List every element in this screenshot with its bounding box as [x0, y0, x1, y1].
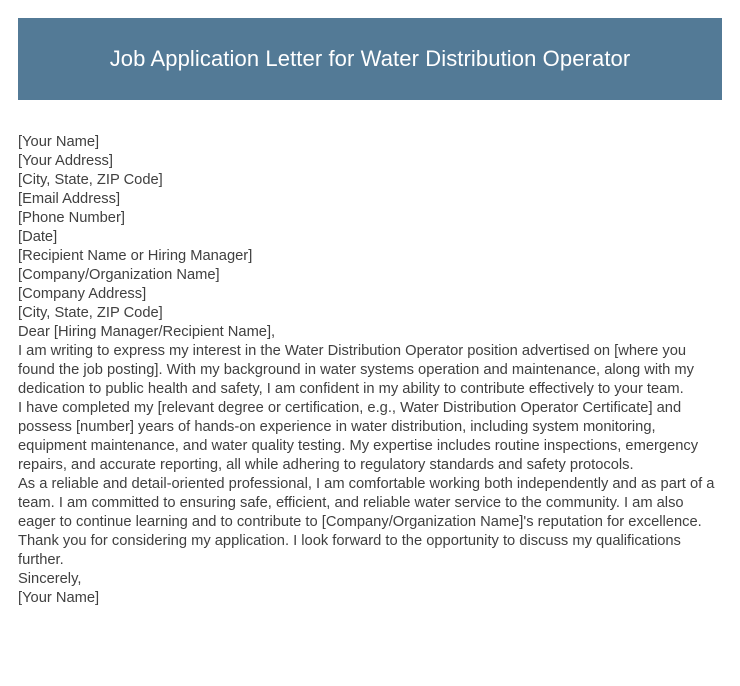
recipient-address-line: [Company Address]: [18, 286, 147, 302]
body-paragraph-2: I have completed my [relevant degree or certification, e.g., Water Distribution Operator Certificate] and possess [number] years of hands-on experience in water distribution, including system monitoring, equipment maintenance, and water quality testing. My expertise includes routine inspections, emergency repairs, and accurate reporting, all while adhering to regulatory standards and safety protocols.: [18, 400, 699, 473]
sender-email-line: [Email Address]: [18, 191, 121, 207]
recipient-city-state-zip-line: [City, State, ZIP Code]: [18, 305, 163, 321]
letter-body: [18, 133, 722, 608]
sender-address-line: [Your Address]: [18, 153, 113, 169]
body-paragraph-1: I am writing to express my interest in the Water Distribution Operator position advertised on [where you found the job posting]. With my background in water systems operation and maintenance, along with my dedication to public health and safety, I am confident in my ability to contribute effectively to your team.: [18, 343, 694, 397]
sender-name-line: [Your Name]: [18, 134, 100, 150]
sender-phone-line: [Phone Number]: [18, 210, 125, 226]
sender-city-state-zip-line: [City, State, ZIP Code]: [18, 172, 163, 188]
body-paragraph-4: Thank you for considering my application. I look forward to the opportunity to discuss my qualifications further.: [18, 533, 681, 568]
salutation-line: Dear [Hiring Manager/Recipient Name],: [18, 324, 276, 340]
closing-line: Sincerely,: [18, 571, 82, 587]
page-title: Job Application Letter for Water Distribution Operator: [109, 45, 631, 71]
date-line: [Date]: [18, 229, 58, 245]
recipient-name-line: [Recipient Name or Hiring Manager]: [18, 248, 253, 264]
body-paragraph-3: As a reliable and detail-oriented professional, I am comfortable working both independently and as part of a team. I am committed to ensuring safe, efficient, and reliable water service to the community. I am also eager to continue learning and to contribute to [Company/Organization Name]'s reputation for excellence.: [18, 476, 715, 530]
signature-line: [Your Name]: [18, 590, 100, 606]
document-header-banner: [18, 18, 722, 100]
recipient-company-line: [Company/Organization Name]: [18, 267, 220, 283]
